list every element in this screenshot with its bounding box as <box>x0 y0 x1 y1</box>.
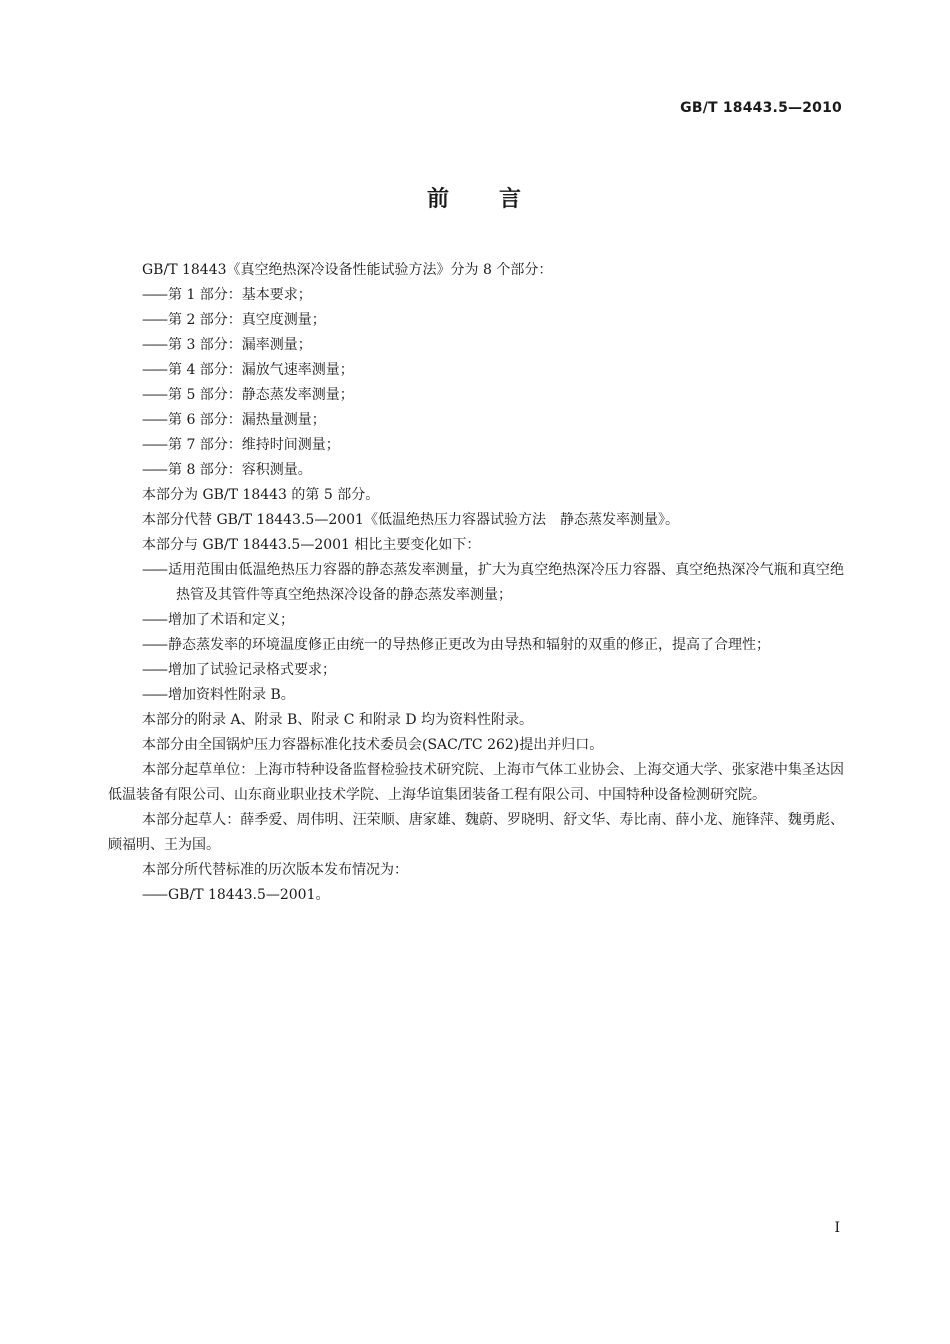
parts-list-item: —— 第 6 部分：漏热量测量； <box>108 408 844 433</box>
changes-intro-paragraph: 本部分与 GB/T 18443.5—2001 相比主要变化如下： <box>142 537 481 553</box>
history-intro-paragraph: 本部分所代替标准的历次版本发布情况为： <box>142 862 408 878</box>
replaces-paragraph: 本部分代替 GB/T 18443.5—2001《低温绝热压力容器试验方法 静态蒸发率测量》。 <box>142 512 679 528</box>
drafters-paragraph: 本部分起草人：薛季爱、周伟明、汪荣顺、唐家雄、魏蔚、罗晓明、舒文华、寿比南、薛小龙、施锋萍、魏勇彪、顾福明、王为国。 <box>108 812 844 853</box>
changes-list-item: —— 适用范围由低温绝热压力容器的静态蒸发率测量，扩大为真空绝热深冷压力容器、真空绝热深冷气瓶和真空绝热管及其管件等真空绝热深冷设备的静态蒸发率测量； <box>108 558 844 608</box>
standard-code: GB/T 18443.5—2010 <box>680 100 842 116</box>
parts-list-item: —— 第 3 部分：漏率测量； <box>108 333 844 358</box>
page-number: I <box>834 1220 840 1236</box>
intro-paragraph: GB/T 18443《真空绝热深冷设备性能试验方法》分为 8 个部分： <box>142 262 553 278</box>
parts-list-item: —— 第 4 部分：漏放气速率测量； <box>108 358 844 383</box>
changes-list-item: —— 静态蒸发率的环境温度修正由统一的导热修正更改为由导热和辐射的双重的修正，提高了合理性； <box>108 633 844 658</box>
title-char-2: 言 <box>499 187 524 212</box>
appendix-note-paragraph: 本部分的附录 A、附录 B、附录 C 和附录 D 均为资料性附录。 <box>142 712 534 728</box>
page-title <box>0 182 950 213</box>
parts-list-item: —— 第 5 部分：静态蒸发率测量； <box>108 383 844 408</box>
changes-list-item: —— 增加了术语和定义； <box>108 608 844 633</box>
proposer-paragraph: 本部分由全国锅炉压力容器标准化技术委员会(SAC/TC 262)提出并归口。 <box>142 737 604 753</box>
changes-list-item: —— 增加资料性附录 B。 <box>108 683 844 708</box>
changes-list-item: —— 增加了试验记录格式要求； <box>108 658 844 683</box>
this-part-paragraph: 本部分为 GB/T 18443 的第 5 部分。 <box>142 487 380 503</box>
parts-list-item: —— 第 2 部分：真空度测量； <box>108 308 844 333</box>
title-char-1: 前 <box>426 187 451 212</box>
history-list-item: —— GB/T 18443.5—2001。 <box>108 883 844 908</box>
foreword-body <box>108 258 844 908</box>
parts-list-item: —— 第 8 部分：容积测量。 <box>108 458 844 483</box>
drafting-units-paragraph: 本部分起草单位：上海市特种设备监督检验技术研究院、上海市气体工业协会、上海交通大学、张家港中集圣达因低温装备有限公司、山东商业职业技术学院、上海华谊集团装备工程有限公司、中国特种设备检测研究院。 <box>108 762 844 803</box>
parts-list-item: —— 第 1 部分：基本要求； <box>108 283 844 308</box>
parts-list-item: —— 第 7 部分：维持时间测量； <box>108 433 844 458</box>
